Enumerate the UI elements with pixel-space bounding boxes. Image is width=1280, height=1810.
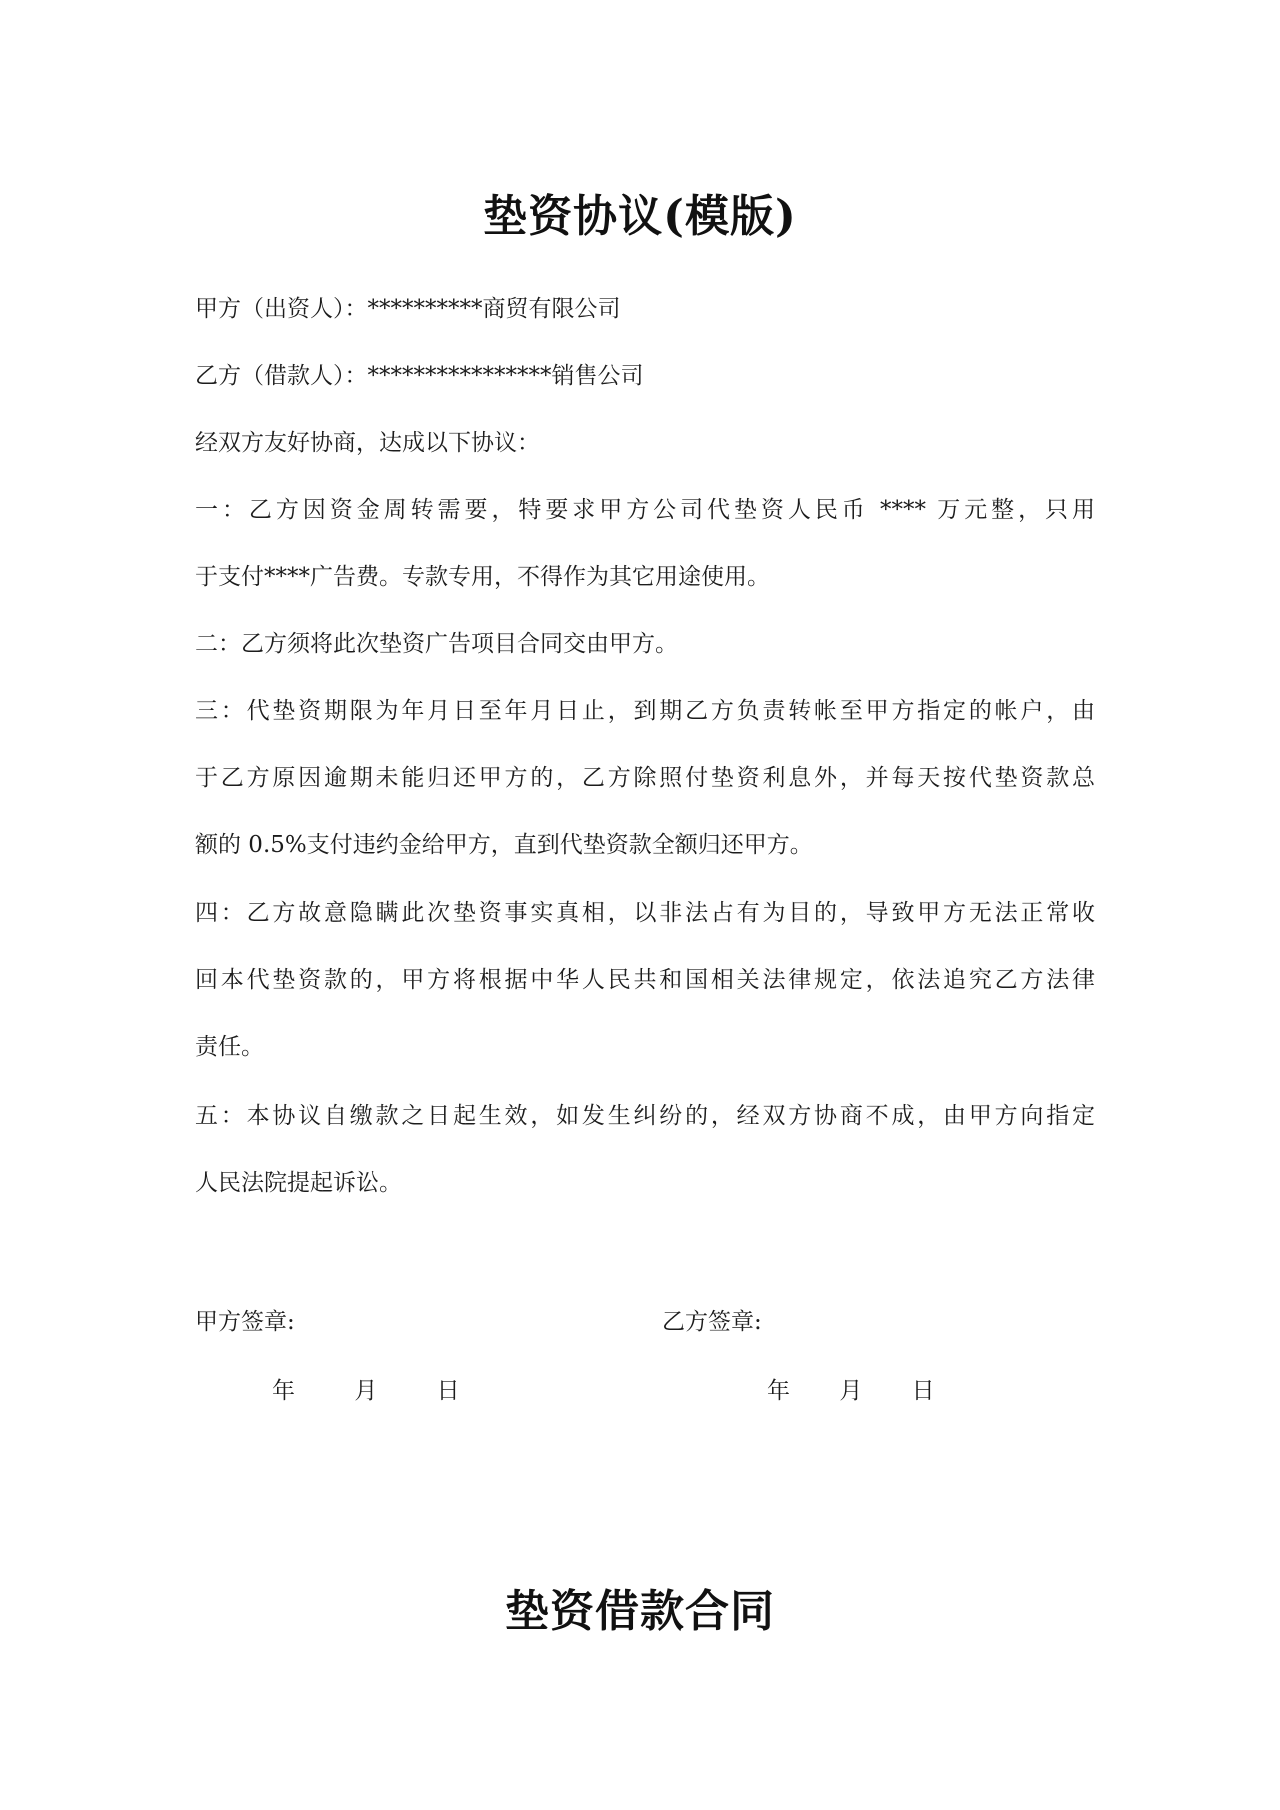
party-a-date-year: 年 bbox=[272, 1378, 295, 1404]
clause-4-line-2: 回本代垫资款的，甲方将根据中华人民共和国相关法律规定，依法追究乙方法律 bbox=[195, 967, 1095, 993]
clause-1 bbox=[195, 477, 1095, 611]
party-a-signature bbox=[195, 1303, 295, 1336]
party-b-date-year: 年 bbox=[767, 1378, 790, 1404]
clause-2 bbox=[195, 611, 1095, 678]
clause-5-line-2: 人民法院提起诉讼。 bbox=[195, 1170, 402, 1196]
party-b-signature bbox=[662, 1303, 762, 1336]
party-b-date-day: 日 bbox=[911, 1378, 935, 1404]
clause-3-line-2: 于乙方原因逾期未能归还甲方的，乙方除照付垫资利息外，并每天按代垫资款总 bbox=[195, 765, 1095, 791]
clause-1-line-2: 于支付****广告费。专款专用，不得作为其它用途使用。 bbox=[195, 564, 770, 590]
clause-4-line-1: 四：乙方故意隐瞒此次垫资事实真相，以非法占有为目的，导致甲方无法正常收 bbox=[195, 900, 1095, 926]
party-a-date-month: 月 bbox=[354, 1378, 378, 1404]
party-b-date bbox=[767, 1372, 935, 1405]
party-a-date-day: 日 bbox=[436, 1378, 460, 1404]
party-a-signature-label: 甲方签章: bbox=[195, 1309, 295, 1335]
clause-2-line-1: 二：乙方须将此次垫资广告项目合同交由甲方。 bbox=[195, 631, 678, 657]
party-a-date bbox=[272, 1372, 460, 1405]
clause-5-line-1: 五：本协议自缴款之日起生效，如发生纠纷的，经双方协商不成，由甲方向指定 bbox=[195, 1103, 1095, 1129]
party-a-text: 甲方（出资人）：**********商贸有限公司 bbox=[195, 296, 621, 322]
party-b-text: 乙方（借款人）：****************销售公司 bbox=[195, 363, 644, 389]
party-a-line bbox=[195, 276, 1095, 343]
document-title: 垫资协议(模版) bbox=[483, 191, 797, 242]
party-b-date-month: 月 bbox=[839, 1378, 863, 1404]
clause-3-line-3: 额的 0.5%支付违约金给甲方，直到代垫资款全额归还甲方。 bbox=[195, 832, 813, 858]
party-b-line bbox=[195, 343, 1095, 410]
clause-5 bbox=[195, 1083, 1095, 1217]
clause-4-line-3: 责任。 bbox=[195, 1034, 264, 1060]
party-b-signature-label: 乙方签章: bbox=[662, 1309, 762, 1335]
clause-4 bbox=[195, 880, 1095, 1081]
intro-line bbox=[195, 410, 1095, 477]
second-document-title: 垫资借款合同 bbox=[505, 1586, 775, 1637]
intro-text: 经双方友好协商，达成以下协议： bbox=[195, 430, 540, 456]
clause-3-line-1: 三：代垫资期限为年月日至年月日止，到期乙方负责转帐至甲方指定的帐户，由 bbox=[195, 698, 1095, 724]
clause-3 bbox=[195, 678, 1095, 879]
clause-1-line-1: 一：乙方因资金周转需要，特要求甲方公司代垫资人民币 **** 万元整，只用 bbox=[195, 497, 1095, 523]
